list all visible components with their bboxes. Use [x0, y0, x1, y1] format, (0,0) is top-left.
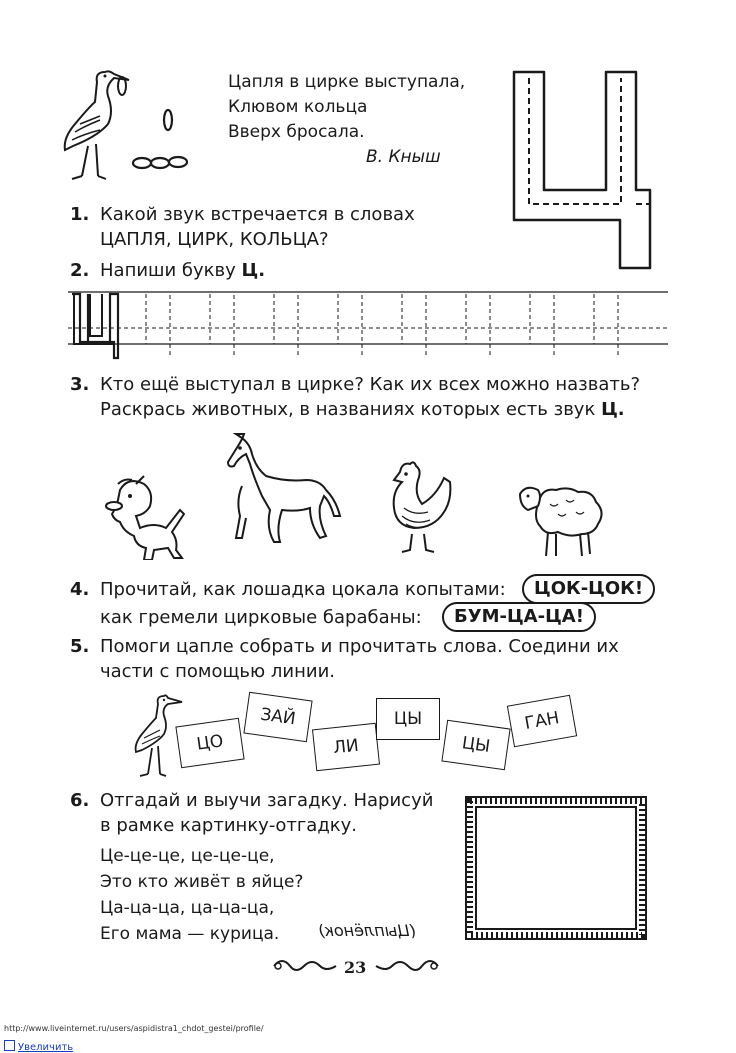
poem-line: Цапля в цирке выступала,: [228, 72, 466, 92]
poem-author: В. Кныш: [366, 147, 441, 167]
task-number: 4.: [70, 579, 90, 600]
task-letter: Ц.: [601, 399, 625, 420]
riddle-line: Ца-ца-ца, ца-ца-ца,: [100, 898, 275, 918]
syllable-card[interactable]: ГАН: [507, 695, 577, 747]
zoom-link[interactable]: [4, 1040, 73, 1053]
riddle-line: Его мама — курица.: [100, 924, 280, 944]
riddle: [100, 843, 303, 947]
task-number: 2.: [70, 260, 90, 281]
task-number: 1.: [70, 204, 90, 225]
poem-line: Вверх бросала.: [228, 122, 365, 142]
task-number: 6.: [70, 790, 90, 811]
syllable-card[interactable]: ЛИ: [312, 723, 380, 771]
source-url: http://www.liveinternet.ru/users/aspidistra1_chdot_gestei/profile/: [4, 1024, 264, 1033]
riddle-line: Это кто живёт в яйце?: [100, 872, 304, 892]
task-1: [70, 202, 415, 252]
riddle-answer: (Цыплёнок): [318, 921, 416, 940]
task-text: Помоги цапле собрать и прочитать слова. Соедини их: [100, 636, 619, 657]
task-number: 3.: [70, 374, 90, 395]
riddle-line: Це-це-це, це-це-це,: [100, 846, 275, 866]
task-2: [70, 258, 266, 283]
syllable-card[interactable]: ЗАЙ: [243, 692, 312, 742]
task-text: Какой звук встречается в словах: [100, 204, 415, 225]
zoom-icon: [4, 1040, 15, 1051]
task-4-line2: [100, 605, 422, 630]
task-text: Кто ещё выступал в цирке? Как их всех можно назвать?: [100, 374, 641, 395]
writing-lines[interactable]: [68, 284, 668, 364]
task-text: Прочитай, как лошадка цокала копытами:: [100, 579, 506, 600]
task-5: [70, 634, 619, 684]
ornament-icon: [270, 954, 340, 978]
task-text: Отгадай и выучи загадку. Нарисуй: [100, 790, 434, 811]
syllable-card[interactable]: ЦО: [175, 718, 244, 768]
rings-icon: [120, 100, 195, 175]
task-text: в рамке картинку-отгадку.: [100, 815, 358, 836]
ornament-icon: [372, 954, 442, 978]
poem: [228, 70, 465, 170]
task-6: [70, 788, 434, 838]
task-4: [70, 577, 506, 602]
hen-icon[interactable]: [382, 458, 462, 558]
task-text: Напиши букву: [100, 260, 236, 281]
dog-icon[interactable]: [100, 470, 185, 560]
syllable-card[interactable]: ЦЫ: [441, 720, 510, 770]
task-letter: Ц.: [241, 260, 266, 281]
big-letter-tse: [506, 66, 666, 276]
task-text: ЦАПЛЯ, ЦИРК, КОЛЬЦА?: [100, 229, 329, 250]
task-text: как гремели цирковые барабаны:: [100, 607, 422, 628]
sound-pill-tsok: ЦОК-ЦОК!: [522, 574, 655, 604]
horse-icon[interactable]: [212, 428, 342, 558]
syllable-card[interactable]: ЦЫ: [376, 698, 440, 740]
zoom-label[interactable]: Увеличить: [18, 1042, 74, 1053]
sound-pill-bum: БУМ-ЦА-ЦА!: [442, 602, 596, 632]
task-3: [70, 372, 641, 422]
frame-icon[interactable]: [462, 793, 650, 943]
sheep-icon[interactable]: [514, 480, 606, 562]
task-number: 5.: [70, 636, 90, 657]
page-number: 23: [344, 958, 367, 977]
poem-line: Клювом кольца: [228, 97, 368, 117]
task-text: части с помощью линии.: [100, 661, 335, 682]
task-text: Раскрась животных, в названиях которых есть звук: [100, 399, 596, 420]
